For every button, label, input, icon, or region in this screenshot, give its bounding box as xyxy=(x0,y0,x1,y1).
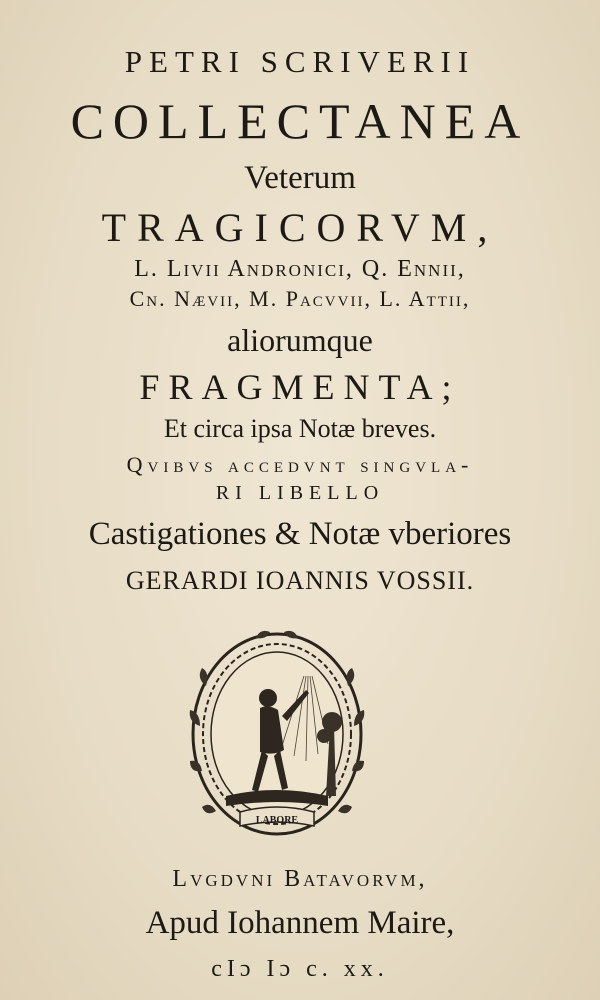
imprint-place: Lvgdvni Batavorvm, xyxy=(172,866,428,892)
notae-breves-line: Et circa ipsa Notæ breves. xyxy=(163,414,437,443)
castigationes-line: Castigationes & Notæ vberiores xyxy=(88,516,512,552)
vossius-line: GERARDI IOANNIS VOSSII. xyxy=(125,566,475,595)
authors-line-2: Cn. Nævii, M. Pacvvii, L. Attii, xyxy=(129,286,471,311)
subtitle-tragicorum: TRAGICORVM, xyxy=(101,205,499,250)
author-line: PETRI SCRIVERII xyxy=(124,44,476,79)
emblem-motto: LABORE xyxy=(255,815,299,826)
imprint-date: cIɔ Iɔ c. xx. xyxy=(211,956,389,982)
authors-line-1: L. Livii Andronici, Q. Ennii, xyxy=(134,256,466,282)
fragmenta-line: FRAGMENTA; xyxy=(139,367,461,407)
subtitle-veterum: Veterum xyxy=(244,160,356,196)
quibus-line: Qvibvs accedvnt singvla- xyxy=(126,452,474,477)
libello-line: RI LIBELLO xyxy=(215,482,385,504)
imprint-printer: Apud Iohannem Maire, xyxy=(145,905,455,941)
main-title: COLLECTANEA xyxy=(70,93,530,149)
aliorumque-line: aliorumque xyxy=(227,322,373,358)
printers-device-emblem xyxy=(186,626,368,846)
